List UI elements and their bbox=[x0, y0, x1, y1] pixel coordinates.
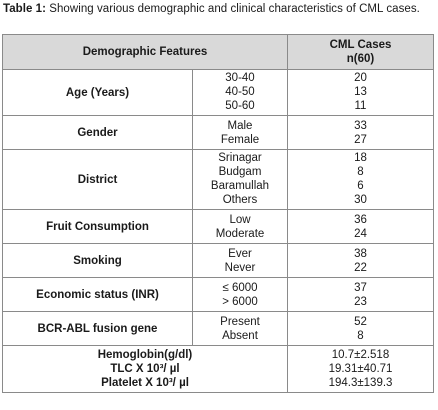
feature-label: Economic status (INR) bbox=[3, 278, 193, 312]
case-count: 36 bbox=[354, 214, 367, 226]
sub-category: Others bbox=[222, 194, 258, 206]
case-count: 38 bbox=[354, 248, 367, 260]
case-count: 18 bbox=[354, 152, 367, 164]
table-row bbox=[3, 210, 434, 244]
sub-category: Baramullah bbox=[210, 180, 270, 192]
sub-category: Budgam bbox=[218, 166, 262, 178]
sub-category: Female bbox=[220, 134, 260, 146]
summary-row bbox=[3, 346, 434, 393]
case-count: 27 bbox=[354, 134, 367, 146]
summary-value: 19.31±40.71 bbox=[328, 363, 393, 375]
feature-label: Smoking bbox=[3, 244, 193, 278]
sub-category: Moderate bbox=[215, 228, 265, 240]
sub-category-cell bbox=[193, 210, 288, 244]
feature-label: Age (Years) bbox=[3, 70, 193, 116]
table-row bbox=[3, 244, 434, 278]
feature-label: District bbox=[3, 150, 193, 210]
sub-category-cell bbox=[193, 312, 288, 346]
header-cases-title: CML Cases bbox=[329, 39, 392, 51]
table-row bbox=[3, 278, 434, 312]
sub-category-cell bbox=[193, 70, 288, 116]
sub-category: > 6000 bbox=[222, 296, 258, 308]
case-count: 22 bbox=[354, 262, 367, 274]
case-count-cell bbox=[288, 278, 434, 312]
feature-label: BCR-ABL fusion gene bbox=[3, 312, 193, 346]
summary-value: 194.3±139.3 bbox=[328, 377, 393, 389]
summary-value: 10.7±2.518 bbox=[331, 349, 390, 361]
table-caption bbox=[3, 2, 433, 16]
case-count: 23 bbox=[354, 296, 367, 308]
case-count: 13 bbox=[354, 86, 367, 98]
summary-feature-label: Platelet X 10³/ µl bbox=[101, 377, 189, 389]
sub-category: 40-50 bbox=[225, 86, 255, 98]
characteristics-table bbox=[2, 34, 434, 393]
case-count-cell bbox=[288, 116, 434, 150]
feature-label: Fruit Consumption bbox=[3, 210, 193, 244]
sub-category: 30-40 bbox=[225, 72, 255, 84]
case-count: 20 bbox=[354, 72, 367, 84]
header-feature: Demographic Features bbox=[3, 35, 288, 70]
header-cases-n: n(60) bbox=[346, 53, 375, 65]
case-count: 52 bbox=[354, 316, 367, 328]
caption-label: Table 1: bbox=[3, 3, 47, 15]
case-count: 37 bbox=[354, 282, 367, 294]
case-count: 6 bbox=[357, 180, 364, 192]
header-cases bbox=[288, 35, 434, 70]
table-row bbox=[3, 312, 434, 346]
sub-category-cell bbox=[193, 150, 288, 210]
table-row bbox=[3, 70, 434, 116]
case-count-cell bbox=[288, 70, 434, 116]
sub-category: Ever bbox=[228, 248, 252, 260]
table-body bbox=[3, 70, 434, 393]
sub-category: 50-60 bbox=[225, 100, 255, 112]
caption-text: Showing various demographic and clinical characteristics of CML cases. bbox=[46, 3, 420, 15]
sub-category: Srinagar bbox=[218, 152, 262, 164]
case-count-cell bbox=[288, 150, 434, 210]
summary-features bbox=[3, 346, 288, 393]
sub-category-cell bbox=[193, 244, 288, 278]
sub-category: ≤ 6000 bbox=[222, 282, 258, 294]
case-count: 33 bbox=[354, 120, 367, 132]
sub-category-cell bbox=[193, 116, 288, 150]
feature-label: Gender bbox=[3, 116, 193, 150]
case-count: 30 bbox=[354, 194, 367, 206]
case-count-cell bbox=[288, 244, 434, 278]
sub-category-cell bbox=[193, 278, 288, 312]
summary-values bbox=[288, 346, 434, 393]
table-row bbox=[3, 116, 434, 150]
sub-category: Absent bbox=[222, 330, 258, 342]
table-row bbox=[3, 150, 434, 210]
case-count-cell bbox=[288, 312, 434, 346]
case-count: 8 bbox=[357, 166, 364, 178]
sub-category: Low bbox=[229, 214, 251, 226]
sub-category: Never bbox=[224, 262, 256, 274]
sub-category: Present bbox=[220, 316, 260, 328]
case-count: 24 bbox=[354, 228, 367, 240]
sub-category: Male bbox=[227, 120, 253, 132]
case-count: 8 bbox=[357, 330, 364, 342]
case-count: 11 bbox=[354, 100, 367, 112]
case-count-cell bbox=[288, 210, 434, 244]
summary-feature-label: TLC X 10³/ µl bbox=[110, 363, 180, 375]
table-header-row bbox=[3, 35, 434, 70]
summary-feature-label: Hemoglobin(g/dl) bbox=[97, 349, 193, 361]
